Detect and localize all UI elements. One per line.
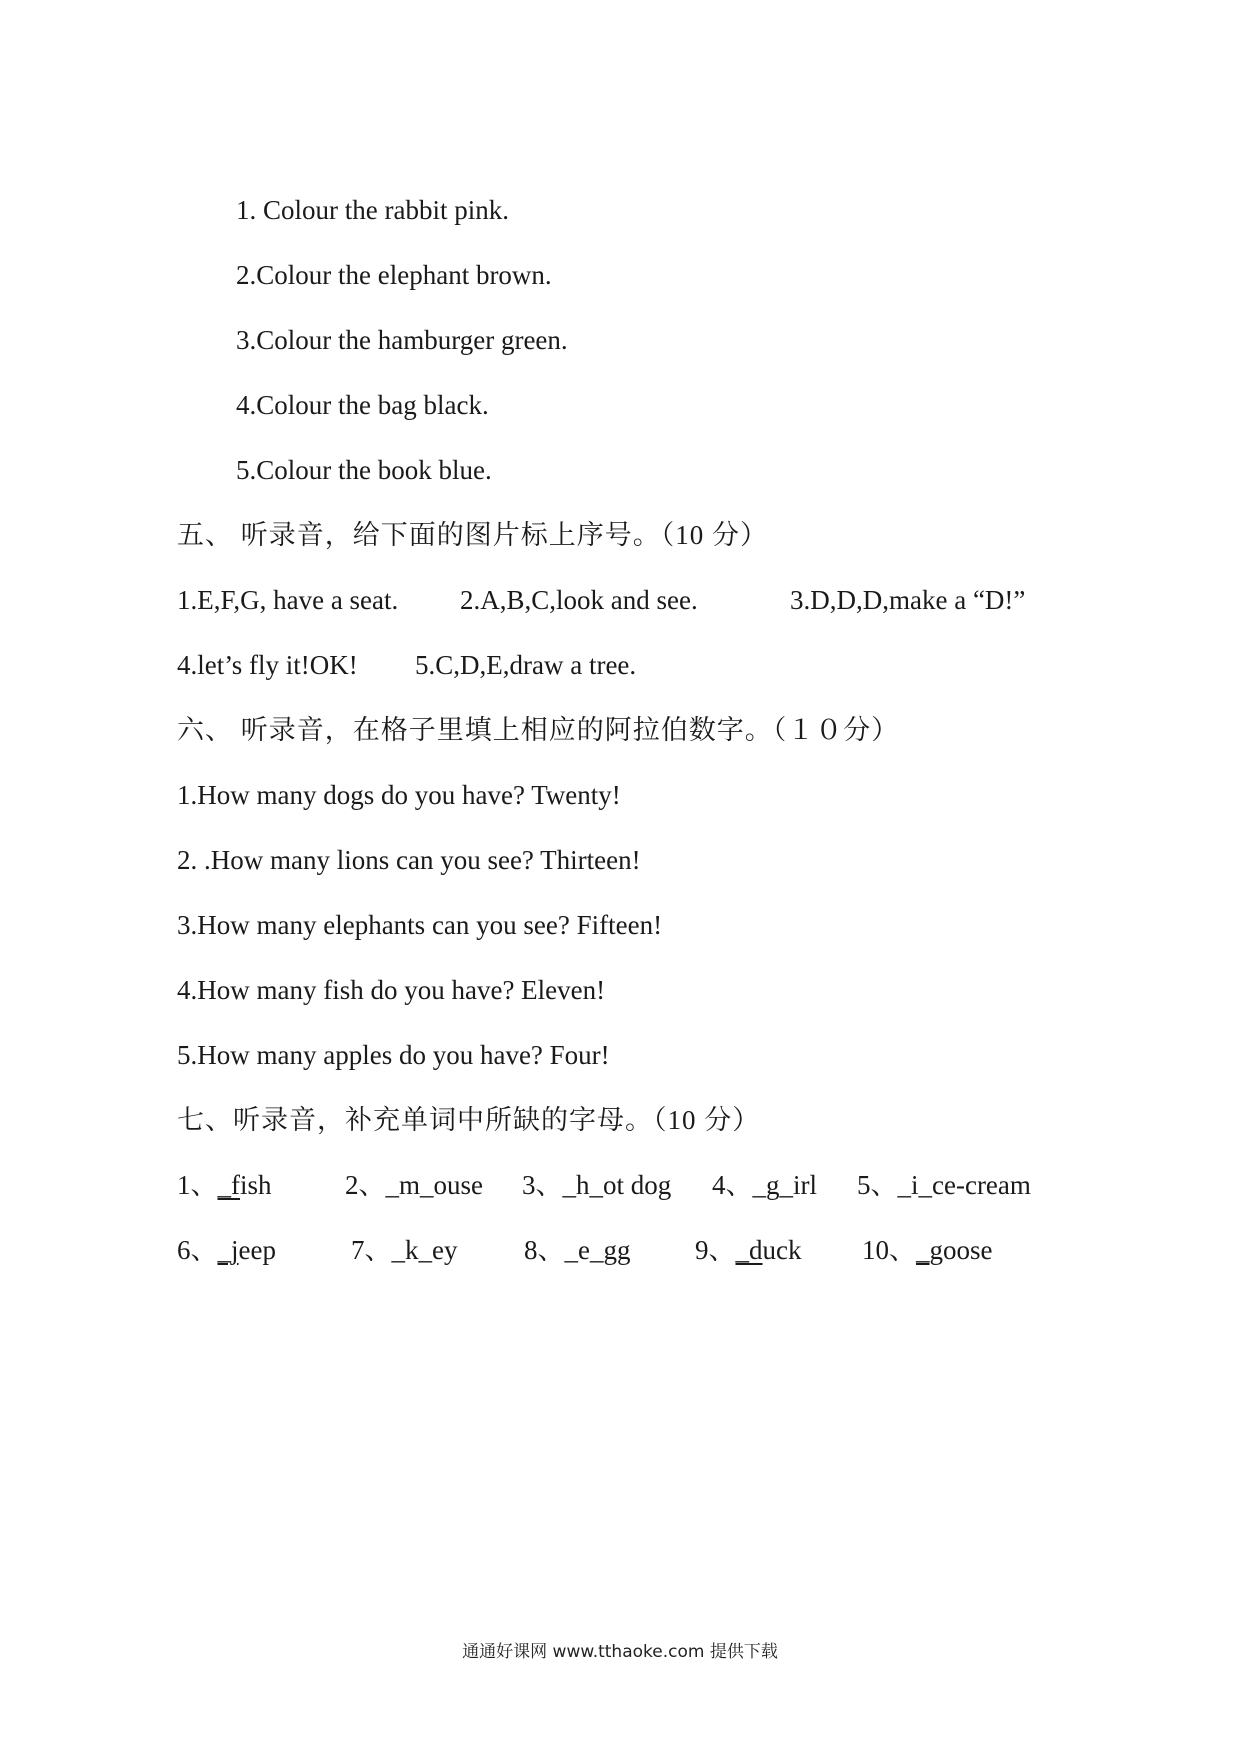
word-blank: _j xyxy=(217,1235,239,1265)
word-1 xyxy=(177,1168,272,1202)
word-6 xyxy=(177,1233,276,1267)
instruction-1: 1. Colour the rabbit pink. xyxy=(236,195,509,225)
section7-row2 xyxy=(177,1233,1077,1267)
section6-heading: 六、 听录音，在格子里填上相应的阿拉伯数字。（１０分） xyxy=(177,715,900,745)
question-4: 4.How many fish do you have? Eleven! xyxy=(177,975,606,1005)
word-rest: _h_ot dog xyxy=(562,1170,672,1200)
section5-item-3: 3.D,D,D,make a “D!” xyxy=(790,585,1026,615)
word-rest: oose xyxy=(943,1235,993,1265)
word-2 xyxy=(345,1168,483,1202)
word-number: 4、 xyxy=(712,1170,753,1200)
word-3 xyxy=(522,1168,671,1202)
section5-heading: 五、 听录音，给下面的图片标上序号。（10 分） xyxy=(177,520,768,550)
word-rest: eep xyxy=(238,1235,276,1265)
word-10 xyxy=(862,1233,993,1267)
instruction-2: 2.Colour the elephant brown. xyxy=(236,260,552,290)
instruction-3: 3.Colour the hamburger green. xyxy=(236,325,568,355)
question-3: 3.How many elephants can you see? Fifteen! xyxy=(177,910,663,940)
word-number: 6、 xyxy=(177,1235,218,1265)
word-number: 3、 xyxy=(522,1170,563,1200)
word-blank: _g xyxy=(916,1235,943,1265)
word-8 xyxy=(524,1233,630,1267)
section5-row2 xyxy=(177,648,777,682)
word-blank: _d xyxy=(735,1235,763,1265)
section5-item-2: 2.A,B,C,look and see. xyxy=(460,585,698,615)
word-rest: uck xyxy=(762,1235,802,1265)
question-5: 5.How many apples do you have? Four! xyxy=(177,1040,610,1070)
word-7 xyxy=(351,1233,457,1267)
word-9 xyxy=(695,1233,801,1267)
section5-item-5: 5.C,D,E,draw a tree. xyxy=(415,650,637,680)
word-rest: _k_ey xyxy=(391,1235,458,1265)
word-rest: _e_gg xyxy=(564,1235,631,1265)
word-4 xyxy=(712,1168,817,1202)
word-number: 7、 xyxy=(351,1235,392,1265)
section5-item-4: 4.let’s fly it!OK! xyxy=(177,650,358,680)
word-blank: _f xyxy=(217,1170,240,1200)
word-number: 1、 xyxy=(177,1170,218,1200)
footer-source: 通通好课网 www.tthaoke.com 提供下载 xyxy=(462,1642,778,1662)
word-rest: _g_irl xyxy=(752,1170,817,1200)
section7-heading: 七、听录音，补充单词中所缺的字母。（10 分） xyxy=(177,1105,761,1135)
section5-item-1: 1.E,F,G, have a seat. xyxy=(177,585,399,615)
word-number: 5、 xyxy=(857,1170,898,1200)
section7-row1 xyxy=(177,1168,1077,1202)
question-1: 1.How many dogs do you have? Twenty! xyxy=(177,780,621,810)
word-number: 10、 xyxy=(862,1235,916,1265)
word-5 xyxy=(857,1168,1031,1202)
word-rest: _m_ouse xyxy=(385,1170,483,1200)
instruction-5: 5.Colour the book blue. xyxy=(236,455,492,485)
instruction-4: 4.Colour the bag black. xyxy=(236,390,489,420)
word-rest: ish xyxy=(240,1170,272,1200)
question-2: 2. .How many lions can you see? Thirteen! xyxy=(177,845,641,875)
word-number: 8、 xyxy=(524,1235,565,1265)
word-number: 2、 xyxy=(345,1170,386,1200)
word-number: 9、 xyxy=(695,1235,736,1265)
word-rest: _i_ce-cream xyxy=(897,1170,1031,1200)
section5-row1 xyxy=(177,583,1057,617)
